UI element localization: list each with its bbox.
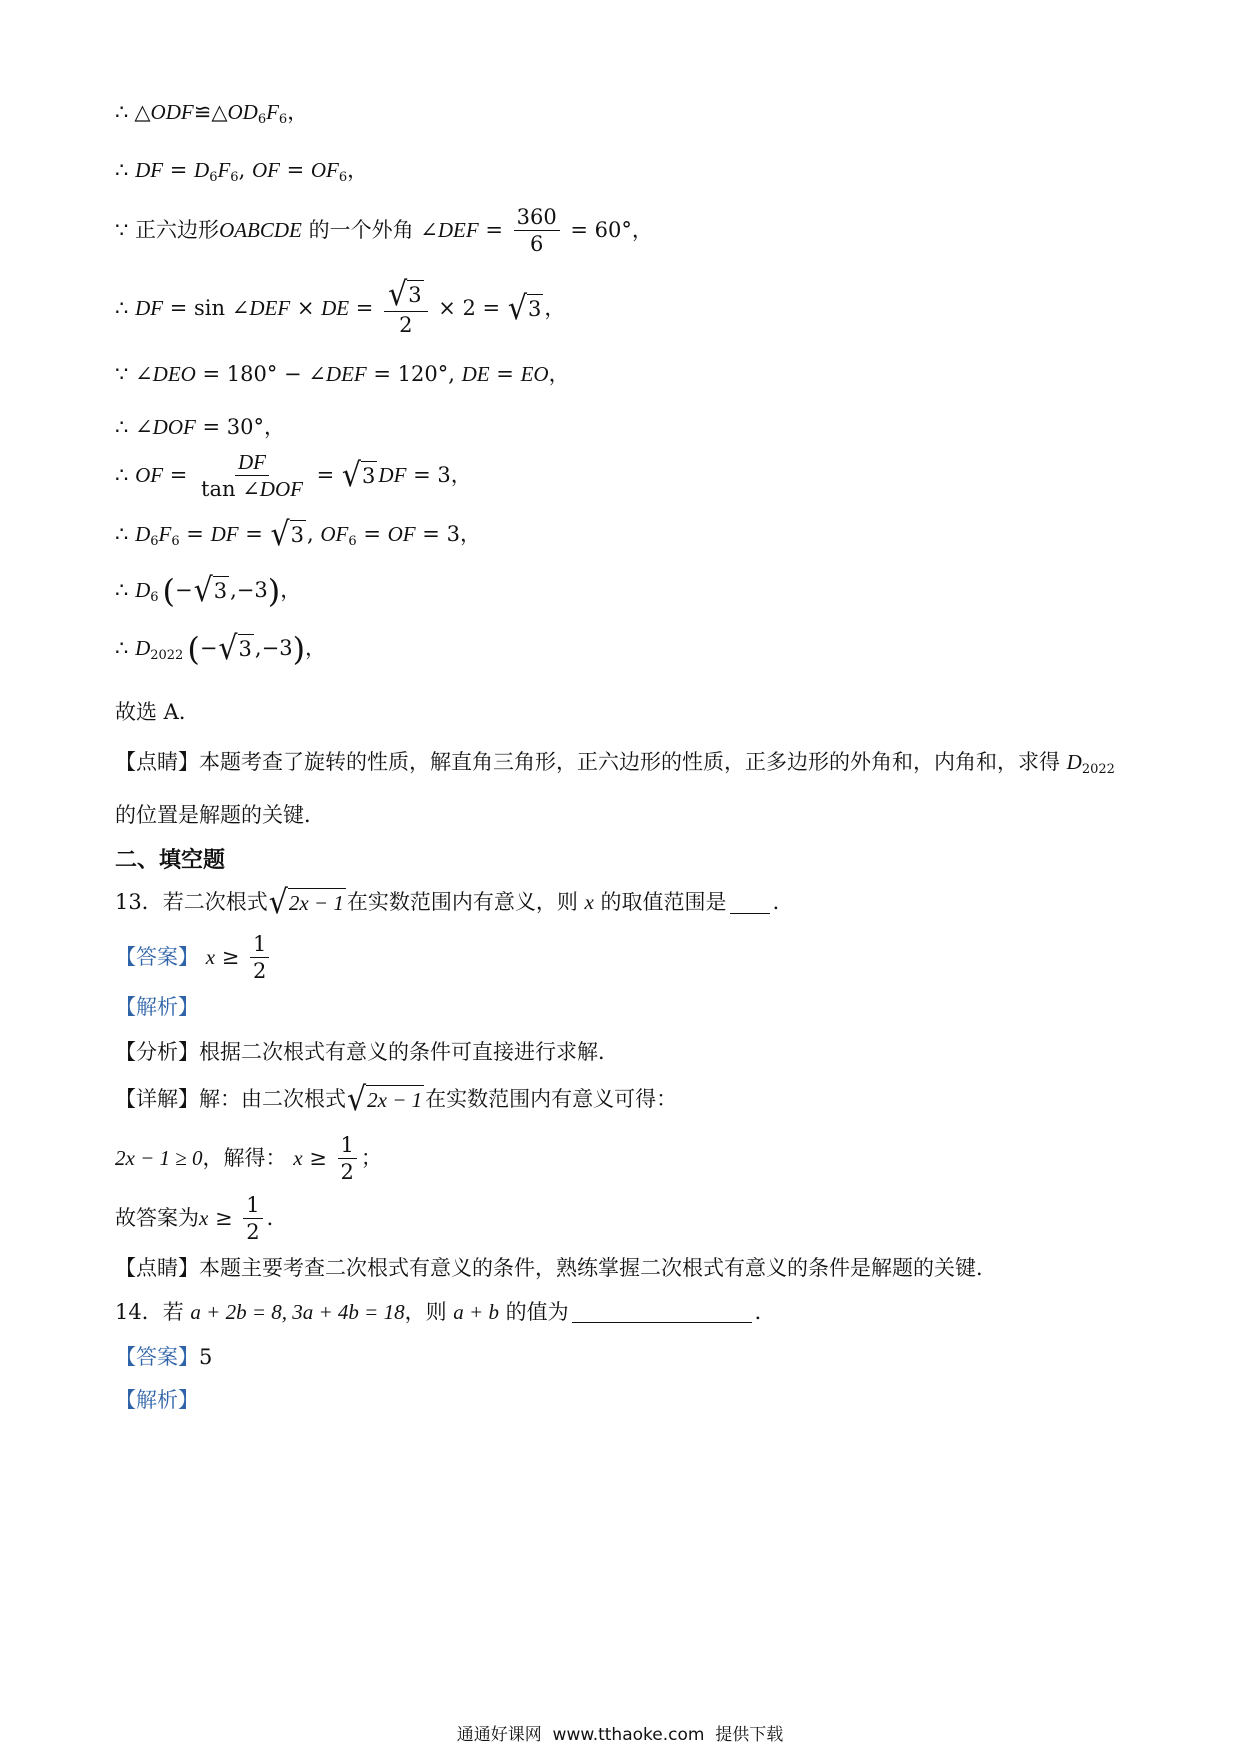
math-text: DE	[321, 295, 350, 320]
answer-14	[115, 1345, 212, 1370]
subscript: 6	[348, 534, 357, 550]
text: ,−3	[254, 636, 293, 661]
answer-tag: 【答案】	[115, 1345, 199, 1369]
fraction	[250, 932, 269, 983]
equals: =	[279, 158, 311, 182]
punctuation: ，	[287, 100, 309, 124]
sqrt	[347, 1080, 424, 1119]
math-text: F	[217, 158, 231, 182]
operator: ≥	[302, 1146, 334, 1171]
equals: =	[489, 362, 521, 386]
equals: =	[179, 522, 211, 547]
therefore-symbol: ∴	[115, 578, 129, 603]
denominator	[198, 476, 306, 501]
radical-sign: √	[341, 455, 362, 495]
math-text: 2x − 1 ≥ 0	[115, 1146, 203, 1171]
text: 在实数范围内有意义，则	[346, 890, 585, 915]
text: 故答案为	[115, 1206, 199, 1231]
punctuation: ．	[266, 1206, 288, 1231]
xiangjie-13	[115, 1080, 678, 1119]
therefore-symbol: ∴	[115, 636, 129, 661]
operator: ×	[290, 295, 322, 320]
subscript: 6	[230, 169, 239, 185]
radicand: 2x − 1	[288, 888, 346, 918]
therefore-symbol: ∴	[115, 522, 129, 547]
therefore-symbol: ∴	[115, 295, 129, 320]
text: 根据二次根式有意义的条件可直接进行求解．	[199, 1040, 619, 1064]
math-text: DF	[135, 295, 164, 320]
dianjing-tag: 【点睛】	[115, 1256, 199, 1280]
radicand: 3	[290, 520, 306, 550]
denominator: 2	[399, 313, 413, 337]
analysis-13	[115, 995, 199, 1020]
sqrt	[507, 288, 544, 328]
dianjing-line-2	[115, 803, 325, 828]
punctuation: ．	[772, 890, 794, 915]
solution-line-4	[115, 275, 566, 337]
operator: −	[199, 636, 218, 661]
answer-blank[interactable]	[572, 1302, 752, 1323]
equals: =	[349, 295, 381, 320]
question-number: 14．	[115, 1300, 163, 1324]
math-text: EO	[520, 362, 549, 386]
radicand: 3	[361, 461, 377, 491]
function-name: sin	[194, 295, 226, 320]
math-text: D	[194, 158, 210, 182]
math-text: x	[205, 945, 216, 970]
math-text: ∠DEF	[231, 295, 291, 320]
equals: =	[163, 463, 195, 488]
radicand: 3	[238, 634, 254, 664]
therefore-symbol: ∴	[115, 415, 129, 439]
math-text: DF	[135, 158, 164, 182]
math-text: OD	[227, 100, 258, 124]
text: 故选 A．	[115, 700, 200, 724]
subscript: 6	[209, 169, 218, 185]
radicand: 3	[213, 576, 229, 606]
fenxi-tag: 【分析】	[115, 1040, 199, 1064]
because-symbol: ∵	[115, 218, 129, 243]
congruent-symbol: ≌	[193, 100, 212, 124]
math-text: OF	[135, 463, 164, 488]
punctuation: ,	[307, 522, 321, 547]
equals: =	[163, 158, 195, 182]
numerator: 1	[250, 932, 269, 958]
answer-13	[115, 932, 273, 983]
math-text: ∠DOF	[135, 415, 196, 439]
text: 的取值范围是	[593, 890, 727, 915]
math-text: x	[584, 890, 594, 915]
fraction	[338, 1133, 357, 1184]
final-13	[115, 1193, 288, 1244]
punctuation: ,	[238, 158, 252, 182]
solution-line-2	[115, 158, 368, 183]
math-text: D	[135, 636, 151, 661]
result: = 3	[406, 463, 451, 488]
numerator: 1	[243, 1193, 262, 1219]
result: = 60°	[563, 218, 632, 243]
denominator: 6	[530, 232, 544, 257]
triangle-symbol: △	[134, 100, 151, 124]
sqrt	[218, 629, 254, 668]
function-name: tan	[201, 477, 236, 502]
solution-line-3	[115, 205, 653, 256]
analysis-tag: 【解析】	[115, 1388, 199, 1412]
question-13	[115, 883, 794, 922]
math-text: OF	[387, 522, 416, 547]
math-text: DE	[461, 362, 490, 386]
math-text: ∠DOF	[242, 477, 303, 502]
punctuation: ，	[459, 522, 481, 547]
sqrt	[341, 455, 378, 495]
operator: ≥	[208, 1206, 240, 1231]
punctuation: ．	[754, 1300, 776, 1324]
because-symbol: ∵	[115, 362, 129, 386]
solution-line-6	[115, 415, 285, 440]
numerator: 360	[514, 205, 560, 231]
solution-line-9	[115, 571, 302, 610]
solution-line-11	[115, 700, 200, 725]
text: 正六边形	[128, 218, 220, 243]
punctuation: ，	[548, 362, 570, 386]
footer-text: 通通好课网 www.tthaoke.com 提供下载	[456, 1725, 784, 1745]
subscript: 6	[257, 111, 267, 127]
solution-line-7	[115, 450, 472, 501]
text: 本题主要考查二次根式有意义的条件，熟练掌握二次根式有意义的条件是解题的关键．	[199, 1256, 997, 1280]
solution-line-5	[115, 362, 570, 387]
question-14	[115, 1300, 776, 1325]
math-text: ∠DEO	[135, 362, 196, 386]
text: = 180° −	[195, 362, 309, 386]
radical-sign: √	[507, 288, 527, 328]
xiangjie-tag: 【详解】	[115, 1087, 199, 1112]
subscript: 6	[171, 534, 180, 550]
denominator: 2	[340, 1160, 354, 1185]
dianjing-tag: 【点睛】	[115, 750, 199, 774]
therefore-symbol: ∴	[115, 158, 129, 182]
radical-sign: √	[218, 629, 238, 668]
radicand: 3	[527, 294, 543, 324]
fraction	[198, 450, 306, 501]
numerator: 1	[338, 1133, 357, 1159]
radical-sign: √	[268, 883, 288, 922]
sqrt	[270, 515, 307, 554]
sqrt	[388, 275, 424, 314]
text: 的位置是解题的关键．	[115, 803, 325, 827]
punctuation: ，	[280, 578, 302, 603]
math-text: OF	[310, 158, 339, 182]
fenxi-13	[115, 1040, 619, 1065]
paren-close: )	[292, 630, 306, 668]
subscript: 6	[278, 111, 288, 127]
fraction	[243, 1193, 262, 1244]
text: 本题考查了旋转的性质，解直角三角形，正六边形的性质，正多边形的外角和，内角和，求得	[199, 750, 1067, 774]
solution-line-1	[115, 100, 308, 125]
dianjing-13	[115, 1256, 997, 1281]
math-text: F	[266, 100, 279, 124]
answer-tag: 【答案】	[115, 945, 199, 970]
math-text: D	[135, 522, 151, 547]
answer-value: 5	[199, 1345, 213, 1369]
subscript: 6	[150, 534, 159, 550]
math-text: D	[135, 578, 151, 603]
subscript: 6	[150, 590, 159, 606]
punctuation: ，	[347, 158, 369, 182]
punctuation: ，	[264, 415, 285, 439]
therefore-symbol: ∴	[115, 463, 129, 488]
solution-line-8	[115, 515, 481, 554]
equals: =	[356, 522, 388, 547]
math-text: DF	[378, 463, 407, 488]
paren-close: )	[267, 572, 281, 610]
section-title-text: 二、填空题	[115, 848, 226, 873]
math-text: DF	[210, 522, 239, 547]
math-text: a + 2b = 8, 3a + 4b = 18	[190, 1300, 405, 1324]
equals: =	[478, 218, 510, 243]
answer-blank[interactable]	[730, 893, 770, 914]
math-text: ∠DEF	[308, 362, 367, 386]
question-number: 13．	[115, 890, 163, 915]
radical-sign: √	[270, 515, 290, 554]
punctuation: ；	[360, 1146, 382, 1171]
operator: −	[175, 578, 193, 603]
subscript: 2022	[150, 648, 184, 664]
equals: =	[163, 295, 195, 320]
denominator: 2	[252, 959, 267, 984]
math-text: x	[199, 1206, 209, 1231]
punctuation: ，	[305, 636, 327, 661]
numerator: DF	[235, 450, 269, 476]
therefore-symbol: ∴	[115, 100, 129, 124]
fraction	[514, 205, 560, 256]
text: 若二次根式	[162, 890, 268, 915]
math-text: D	[1066, 750, 1082, 774]
fraction	[384, 275, 428, 337]
text: ，则	[404, 1300, 454, 1324]
text: 若	[162, 1300, 191, 1324]
subscript: 2022	[1081, 761, 1115, 777]
section-title	[115, 848, 225, 874]
math-text: ∠DEF	[420, 218, 479, 243]
equals: =	[309, 463, 341, 488]
text: = 30°	[195, 415, 264, 439]
text: ,−3	[230, 578, 268, 603]
math-text: F	[158, 522, 172, 547]
solution-line-10	[115, 629, 327, 668]
numerator	[384, 275, 428, 314]
equals: =	[238, 522, 270, 547]
operator: × 2 =	[431, 295, 507, 320]
math-text: a + b	[453, 1300, 499, 1324]
math-text: x	[293, 1146, 303, 1171]
text: ，解得：	[202, 1146, 287, 1171]
solve-13	[115, 1133, 382, 1184]
subscript: 6	[338, 169, 348, 185]
math-text: OABCDE	[219, 218, 302, 243]
radical-sign: √	[388, 275, 408, 314]
text: = 120°,	[366, 362, 462, 386]
punctuation: ，	[544, 295, 566, 320]
text: 在实数范围内有意义可得：	[425, 1087, 678, 1112]
dianjing-line	[115, 750, 1115, 775]
sqrt	[268, 883, 346, 922]
triangle-symbol: △	[211, 100, 228, 124]
math-text: ODF	[150, 100, 194, 124]
punctuation: ，	[450, 463, 472, 488]
footer	[0, 1720, 1240, 1745]
text: 解：由二次根式	[199, 1087, 346, 1112]
paren-open: (	[187, 630, 200, 668]
operator: ≥	[215, 945, 246, 970]
radical-sign: √	[347, 1080, 367, 1119]
radicand: 3	[407, 280, 423, 310]
text: 的一个外角	[301, 218, 414, 243]
denominator: 2	[246, 1220, 260, 1245]
punctuation: ，	[631, 218, 653, 243]
sqrt	[193, 571, 230, 610]
text: 的值为	[498, 1300, 569, 1324]
math-text: OF	[251, 158, 280, 182]
radical-sign: √	[193, 571, 213, 610]
result: = 3	[415, 522, 460, 547]
paren-open: (	[162, 572, 175, 610]
analysis-tag: 【解析】	[115, 995, 199, 1019]
radicand: 2x − 1	[366, 1085, 424, 1115]
analysis-14	[115, 1388, 199, 1413]
math-text: OF	[320, 522, 349, 547]
